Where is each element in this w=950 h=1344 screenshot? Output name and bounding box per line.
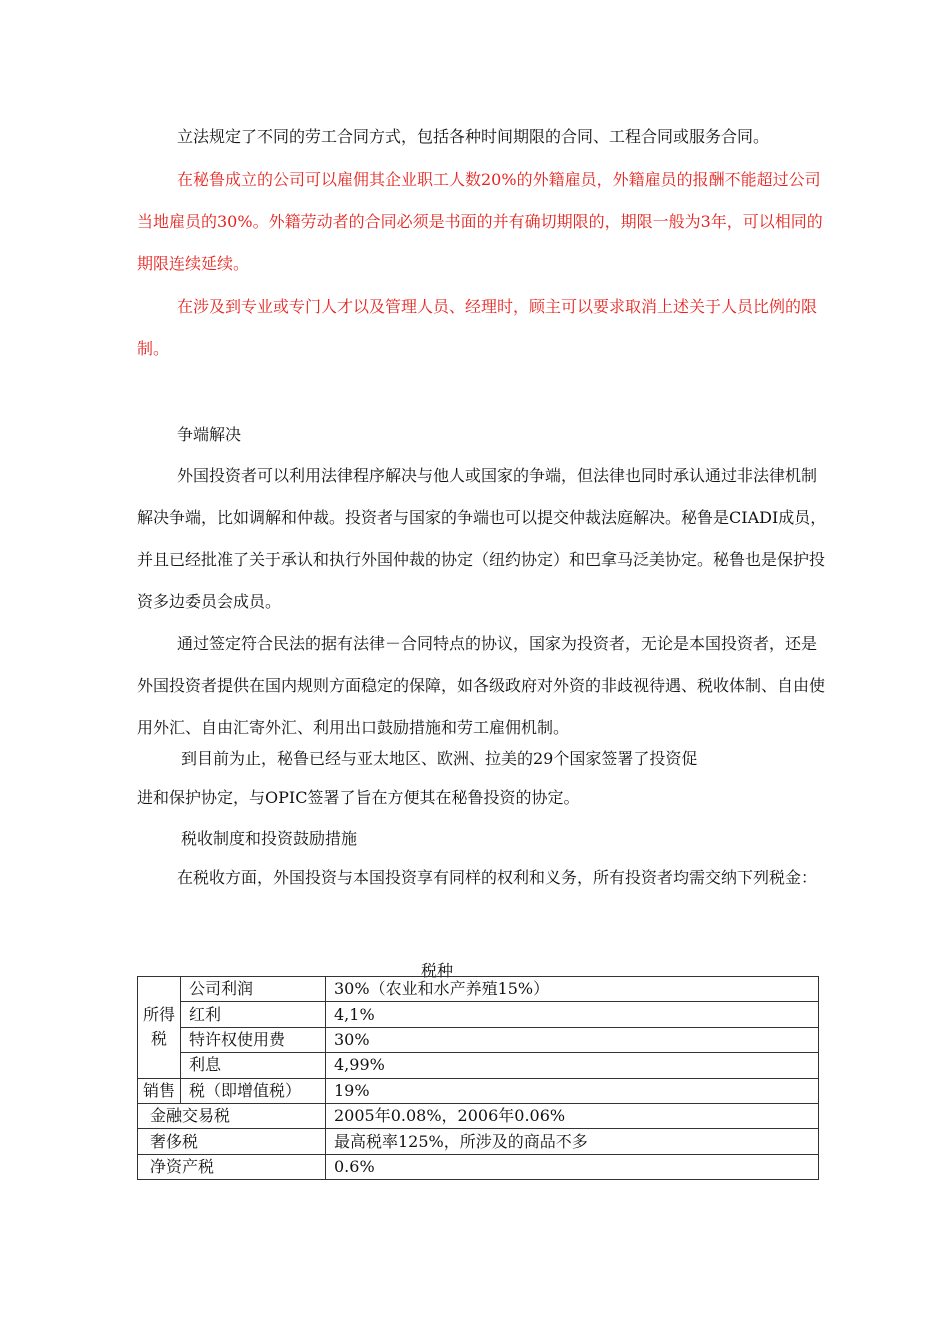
tax-name: 奢侈税	[138, 1129, 326, 1154]
tax-name: 公司利润	[181, 977, 326, 1002]
paragraph-taxes-intro: 在税收方面，外国投资与本国投资享有同样的权利和义务，所有投资者均需交纳下列税金：	[177, 868, 818, 887]
tax-name: 红利	[181, 1002, 326, 1027]
tax-rate: 最高税率125%，所涉及的商品不多	[326, 1129, 819, 1154]
tax-rate: 30%	[326, 1027, 819, 1052]
tax-rate: 19%	[326, 1078, 819, 1103]
paragraph-treaties-line2: 进和保护协定，与OPIC签署了旨在方便其在秘鲁投资的协定。	[137, 788, 580, 807]
income-tax-label: 所得税	[138, 977, 181, 1079]
heading-dispute-resolution: 争端解决	[177, 425, 242, 444]
table-row	[138, 1053, 819, 1078]
sales-tax-label-a: 销售	[138, 1078, 181, 1103]
tax-name: 金融交易税	[138, 1103, 326, 1128]
paragraph-labor-contracts: 立法规定了不同的劳工合同方式，包括各种时间期限的合同、工程合同或服务合同。	[177, 127, 770, 146]
tax-name: 净资产税	[138, 1154, 326, 1179]
table-row	[138, 1078, 819, 1103]
table-row	[138, 1002, 819, 1027]
tax-rate: 2005年0.08%，2006年0.06%	[326, 1103, 819, 1128]
tax-rate: 4,1%	[326, 1002, 819, 1027]
table-row	[138, 1154, 819, 1179]
paragraph-foreign-employees: 在秘鲁成立的公司可以雇佣其企业职工人数20%的外籍雇员，外籍雇员的报酬不能超过公司当地雇员的30%。外籍劳动者的合同必须是书面的并有确切期限的，期限一般为3年，可以相同的期限连续延续。	[137, 170, 823, 273]
paragraph-disputes: 外国投资者可以利用法律程序解决与他人或国家的争端，但法律也同时承认通过非法律机制解决争端，比如调解和仲裁。投资者与国家的争端也可以提交仲裁法庭解决。秘鲁是CIADI成员，并且已经批准了关于承认和执行外国仲裁的协定（纽约协定）和巴拿马泛美协定。秘鲁也是保护投资多边委员会成员。	[137, 466, 827, 611]
table-row	[138, 1129, 819, 1154]
tax-rate: 0.6%	[326, 1154, 819, 1179]
paragraph-stability: 通过签定符合民法的据有法律－合同特点的协议，国家为投资者，无论是本国投资者，还是外国投资者提供在国内规则方面稳定的保障，如各级政府对外资的非歧视待遇、税收体制、自由使用外汇、自由汇寄外汇、利用出口鼓励措施和劳工雇佣机制。	[137, 634, 826, 737]
table-row	[138, 1103, 819, 1128]
tax-rate: 4,99%	[326, 1053, 819, 1078]
sales-tax-label-b: 税（即增值税）	[181, 1078, 326, 1103]
paragraph-exemption: 在涉及到专业或专门人才以及管理人员、经理时，顾主可以要求取消上述关于人员比例的限制。	[137, 297, 818, 358]
table-row	[138, 1027, 819, 1052]
paragraph-treaties-line1: 到目前为止，秘鲁已经与亚太地区、欧洲、拉美的29个国家签署了投资促	[181, 749, 698, 768]
table-caption: 税种	[420, 961, 453, 980]
table-row	[138, 977, 819, 1002]
tax-rate: 30%（农业和水产养殖15%）	[326, 977, 819, 1002]
tax-table	[137, 976, 819, 1180]
heading-tax-system: 税收制度和投资鼓励措施	[181, 829, 358, 848]
tax-name: 特许权使用费	[181, 1027, 326, 1052]
tax-name: 利息	[181, 1053, 326, 1078]
